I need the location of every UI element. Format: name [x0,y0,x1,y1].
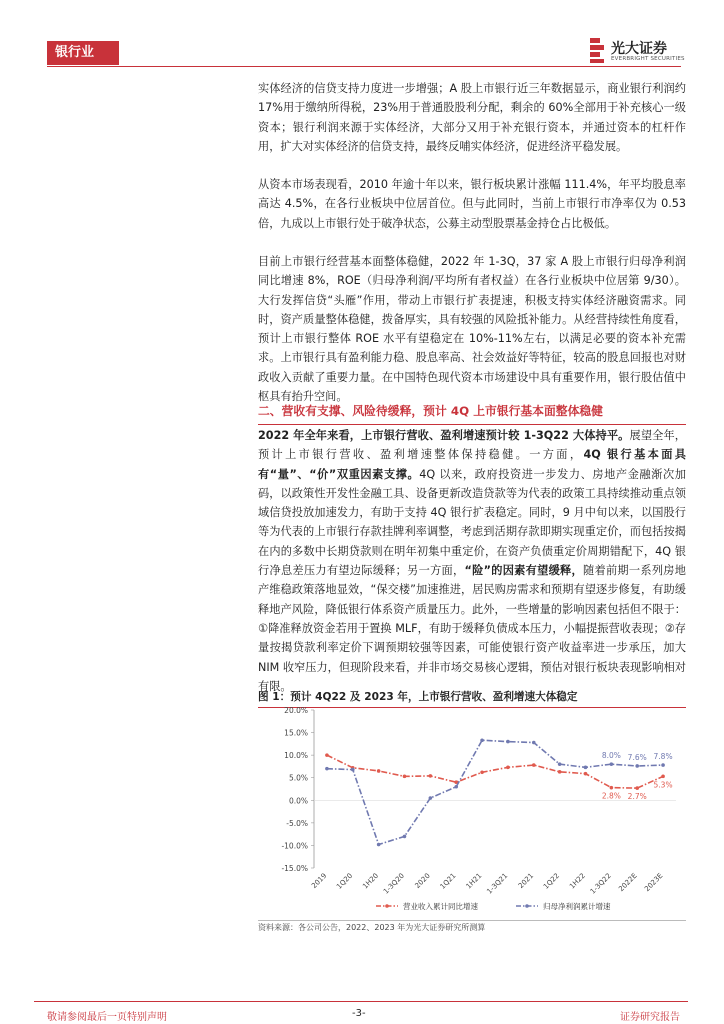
logo-text-cn: 光大证券 [611,41,667,57]
y-tick-label: 0.0% [288,796,308,806]
legend-marker-0 [385,904,389,908]
paragraph-market-performance: 从资本市场表现看，2010 年逾十年以来，银行板块累计涨幅 111.4%，年平均股息率高达 4.5%，在各行业板块中位居首位。但与此同时，当前上市银行市净率仅为 0.53 倍，九成以上市银行处于破净状态，公募主动型股票基金持仓占比极低。 [258,178,686,230]
x-tick-label: 1-3Q20 [381,871,406,896]
chart-svg [258,700,686,918]
series-0-point [325,753,329,757]
x-tick-label: 1-3Q22 [588,871,613,896]
paragraph-capital-support: 实体经济的信贷支持力度进一步增强；A 股上市银行近三年数据显示，商业银行利润约 17%用于缴纳所得税，23%用于普通股股利分配，剩余的 60%全部用于补充核心一级资本；银行利润来源于实体经济，大部分又用于补充银行资本，并通过资本的杠杆作用，扩大对实体经济的信贷支持，最终反哺实体经济，促进经济平稳发展。 [258,82,686,153]
series-1-point [325,767,329,771]
series-1-point [506,740,510,744]
y-tick-label: 20.0% [284,706,308,715]
section-heading: 二、营收有支撑、风险待缓释，预计 4Q 上市银行基本面整体稳健 [258,404,603,418]
series-0-point [377,769,381,773]
series-0-point [403,775,407,779]
series-1-point [377,843,381,847]
y-tick-label: 15.0% [284,728,308,738]
series-1-point [429,796,433,800]
x-tick-label: 1H21 [464,871,484,891]
series-0-point [532,763,536,767]
source-divider [258,920,686,921]
footer-page-number: -3- [352,1008,366,1019]
x-tick-label: 1H20 [361,871,381,891]
legend-marker-1 [525,904,529,908]
series-1-point [610,762,614,766]
series-0-point [661,775,665,779]
outlook-text-e: 随着前期一系列房地产维稳政策落地显效，“保交楼”加速推进，居民购房需求和预期有望逐步修复，有助缓释地产风险，降低银行体系资产质量压力。此外，一些增量的影响因素包括但不限于：①降准释放资金若用于置换 MLF，有助于缓释负债成本压力，小幅提振营收表现；②存量按揭贷款利率定价下调预期较强等因素，可能使银行资产收益率进一步承压，加大 NIM 收窄压力，但现阶段来看，并非市场交易核心逻辑，预估对银行板块表现影响相对有限。 [258,564,686,693]
data-label: 2.8% [601,791,621,801]
figure-title: 图 1：预计 4Q22 及 2023 年，上市银行营收、盈利增速大体稳定 [258,691,578,703]
x-tick-label: 2023E [643,871,665,894]
data-label: 2.7% [627,792,647,802]
data-label: 7.6% [627,752,647,762]
growth-line-chart [258,700,686,918]
logo-mark-icon [587,36,607,64]
x-tick-label: 1Q20 [335,871,355,891]
header-divider [47,66,681,67]
outlook-text-c: 4Q 以来，政府投资进一步发力、房地产金融渐次加码，以政策性开发性金融工具、设备更新改造贷款等为代表的政策工具持续推动重点领域信贷投放加速发力，有助于支持 4Q 银行扩表稳定。同时，9 月中旬以来，以国股行等为代表的上市银行存款挂牌利率调整，考虑到活期存款即期实现重定价，而包括按揭在内的多数中长期贷款则在明年初集中重定价，在资产负债重定价周期错配下，4Q 银行净息差压力有望边际缓释；另一方面， [258,467,686,578]
series-1-point [351,768,355,772]
y-tick-label: -5.0% [286,818,308,828]
series-0-point [558,770,562,774]
series-1-point [532,741,536,745]
x-tick-label: 1Q22 [542,871,562,891]
series-1-point [635,764,639,768]
x-tick-label: 1Q21 [438,871,458,891]
data-label: 5.3% [653,780,673,790]
y-tick-label: -15.0% [281,864,308,873]
footer-divider [34,1001,688,1002]
outlook-emphasis-d: “险”的因素有望缓释， [464,564,583,578]
y-tick-label: -10.0% [281,841,308,851]
paragraph-fundamentals: 目前上市银行经营基本面整体稳健，2022 年 1-3Q，37 家 A 股上市银行归母净利润同比增速 8%，ROE（归母净利润/平均所有者权益）在各行业板块中位居第 9/30）。大行发挥信贷“头雁”作用，带动上市银行扩表提速，积极支持实体经济融资需求。同时，资产质量整体稳健，拨备厚实，具有较强的风险抵补能力。从经营持续性角度看，预计上市银行整体 ROE 水平有望稳定在 10%-11%左右，以满足必要的资本补充需求。上市银行具有盈利能力稳、股息率高、社会效益好等特征，较高的股息回报也对财政收入贡献了重要力量。在中国特色现代资本市场建设中具有重要作用，银行股估值中枢具有抬升空间。 [258,255,686,404]
outlook-text-a: 展望全年，预计上市银行营收、盈利增速整体保持稳健。一方面， [258,429,686,462]
x-tick-label: 2020 [413,871,432,891]
series-0-point [480,770,484,774]
series-1-point [454,785,458,789]
outlook-emphasis-b: 4Q 银行基本面具有“量”、“价”双重因素支撑。 [258,448,686,481]
footer-brand: 证券研究报告 [620,1012,680,1023]
series-1-point [584,766,588,770]
x-tick-label: 2019 [310,871,329,891]
legend-label-1: 归母净利润累计增速 [543,902,611,911]
series-0-point [429,774,433,778]
figure-source: 资料来源：各公司公告，2022、2023 年为光大证券研究所测算 [258,923,486,932]
series-1-point [403,835,407,839]
series-0-point [635,786,639,790]
series-0-point [584,772,588,776]
series-1-point [558,762,562,766]
section-tag: 银行业 [47,41,119,65]
x-tick-label: 1-3Q21 [485,871,510,896]
series-1-point [661,763,665,767]
outlook-lead: 2022 年全年来看，上市银行营收、盈利增速预计较 1-3Q22 大体持平。 [258,429,630,442]
series-1-point [480,738,484,742]
y-tick-label: 10.0% [284,751,308,761]
y-tick-label: 5.0% [288,773,308,783]
footer-disclaimer: 敬请参阅最后一页特别声明 [47,1012,167,1023]
series-0-point [610,786,614,790]
paragraph-outlook [258,426,686,696]
series-0-point [506,766,510,770]
company-logo [587,36,687,66]
logo-text-en: EVERBRIGHT SECURITIES [611,56,685,62]
x-tick-label: 2021 [516,871,536,891]
x-tick-label: 2022E [617,871,639,894]
data-label: 7.8% [653,752,673,762]
legend-label-0: 营业收入累计同比增速 [403,902,478,911]
section-divider [258,424,686,425]
data-label: 8.0% [601,751,621,761]
x-tick-label: 1H22 [568,871,587,891]
